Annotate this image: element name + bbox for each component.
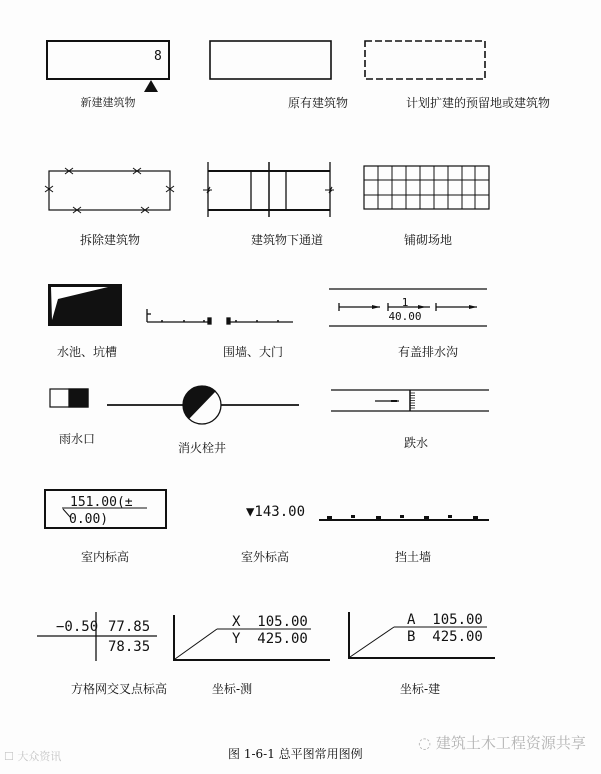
drain-slope-top: 1: [401, 296, 409, 309]
drop-water-symbol: [331, 390, 489, 411]
planned-building-symbol: [365, 41, 485, 79]
label-fire-hydrant-well: 消火栓井: [177, 441, 227, 455]
label-planned-building: 计划扩建的预留地或建筑物: [405, 96, 551, 110]
label-indoor-elevation: 室内标高: [80, 550, 130, 564]
label-demolished-building: 拆除建筑物: [79, 233, 141, 247]
building-coord-a: A 105.00: [407, 612, 483, 628]
label-pool-pit: 水池、坑槽: [56, 345, 118, 359]
indoor-elevation-line1: 151.00(±: [70, 495, 133, 510]
label-retaining-wall: 挡土墙: [394, 550, 432, 564]
survey-coord-x: X 105.00: [232, 614, 308, 630]
label-fence-gate: 围墙、大门: [222, 345, 284, 359]
watermark-right-text: 建筑土木工程资源共享: [435, 734, 586, 752]
drain-slope-bottom: 40.00: [388, 310, 422, 323]
label-drop-water: 跌水: [403, 436, 429, 450]
pool-pit-symbol: [49, 285, 121, 325]
watermark-right: [418, 732, 586, 753]
label-covered-drain: 有盖排水沟: [397, 345, 459, 359]
label-grid-intersection-elevation: 方格网交叉点标高: [70, 682, 168, 696]
watermark-left-text: 大众资讯: [17, 750, 62, 763]
grid-bottom-value: 78.35: [108, 639, 151, 655]
paved-area-symbol: [364, 166, 489, 209]
label-new-building: 新建建筑物: [80, 96, 136, 109]
survey-coord-y: Y 425.00: [232, 631, 308, 647]
grid-left-value: −0.50: [56, 619, 99, 635]
new-building-symbol: [47, 41, 169, 92]
retaining-wall-symbol: [319, 515, 489, 520]
label-underpass: 建筑物下通道: [250, 233, 324, 247]
label-rain-inlet: 雨水口: [58, 432, 96, 446]
building-coord-b: B 425.00: [407, 629, 483, 645]
label-building-coordinate: 坐标-建: [399, 682, 441, 696]
underpass-symbol: [203, 162, 334, 217]
indoor-elevation-line2: 0.00): [69, 512, 109, 527]
existing-building-symbol: [210, 41, 331, 79]
wechat-icon: ◌: [418, 734, 432, 752]
label-existing-building: 原有建筑物: [287, 96, 349, 110]
demolished-building-symbol: [45, 168, 174, 213]
rain-inlet-symbol: [50, 389, 88, 407]
outdoor-elevation-value: ▼143.00: [246, 504, 306, 520]
label-survey-coordinate: 坐标-测: [211, 682, 253, 696]
figure-caption: 图 1-6-1 总平图常用图例: [228, 747, 363, 761]
watermark-logo-icon: ☐: [4, 750, 14, 763]
watermark-left: [4, 748, 61, 764]
label-paved-area: 铺砌场地: [403, 233, 453, 247]
fire-hydrant-well-symbol: [107, 386, 299, 424]
new-building-floor-count: 8: [154, 49, 162, 64]
label-outdoor-elevation: 室外标高: [240, 550, 290, 564]
fence-gate-symbol: [147, 309, 293, 324]
grid-top-value: 77.85: [108, 619, 151, 635]
